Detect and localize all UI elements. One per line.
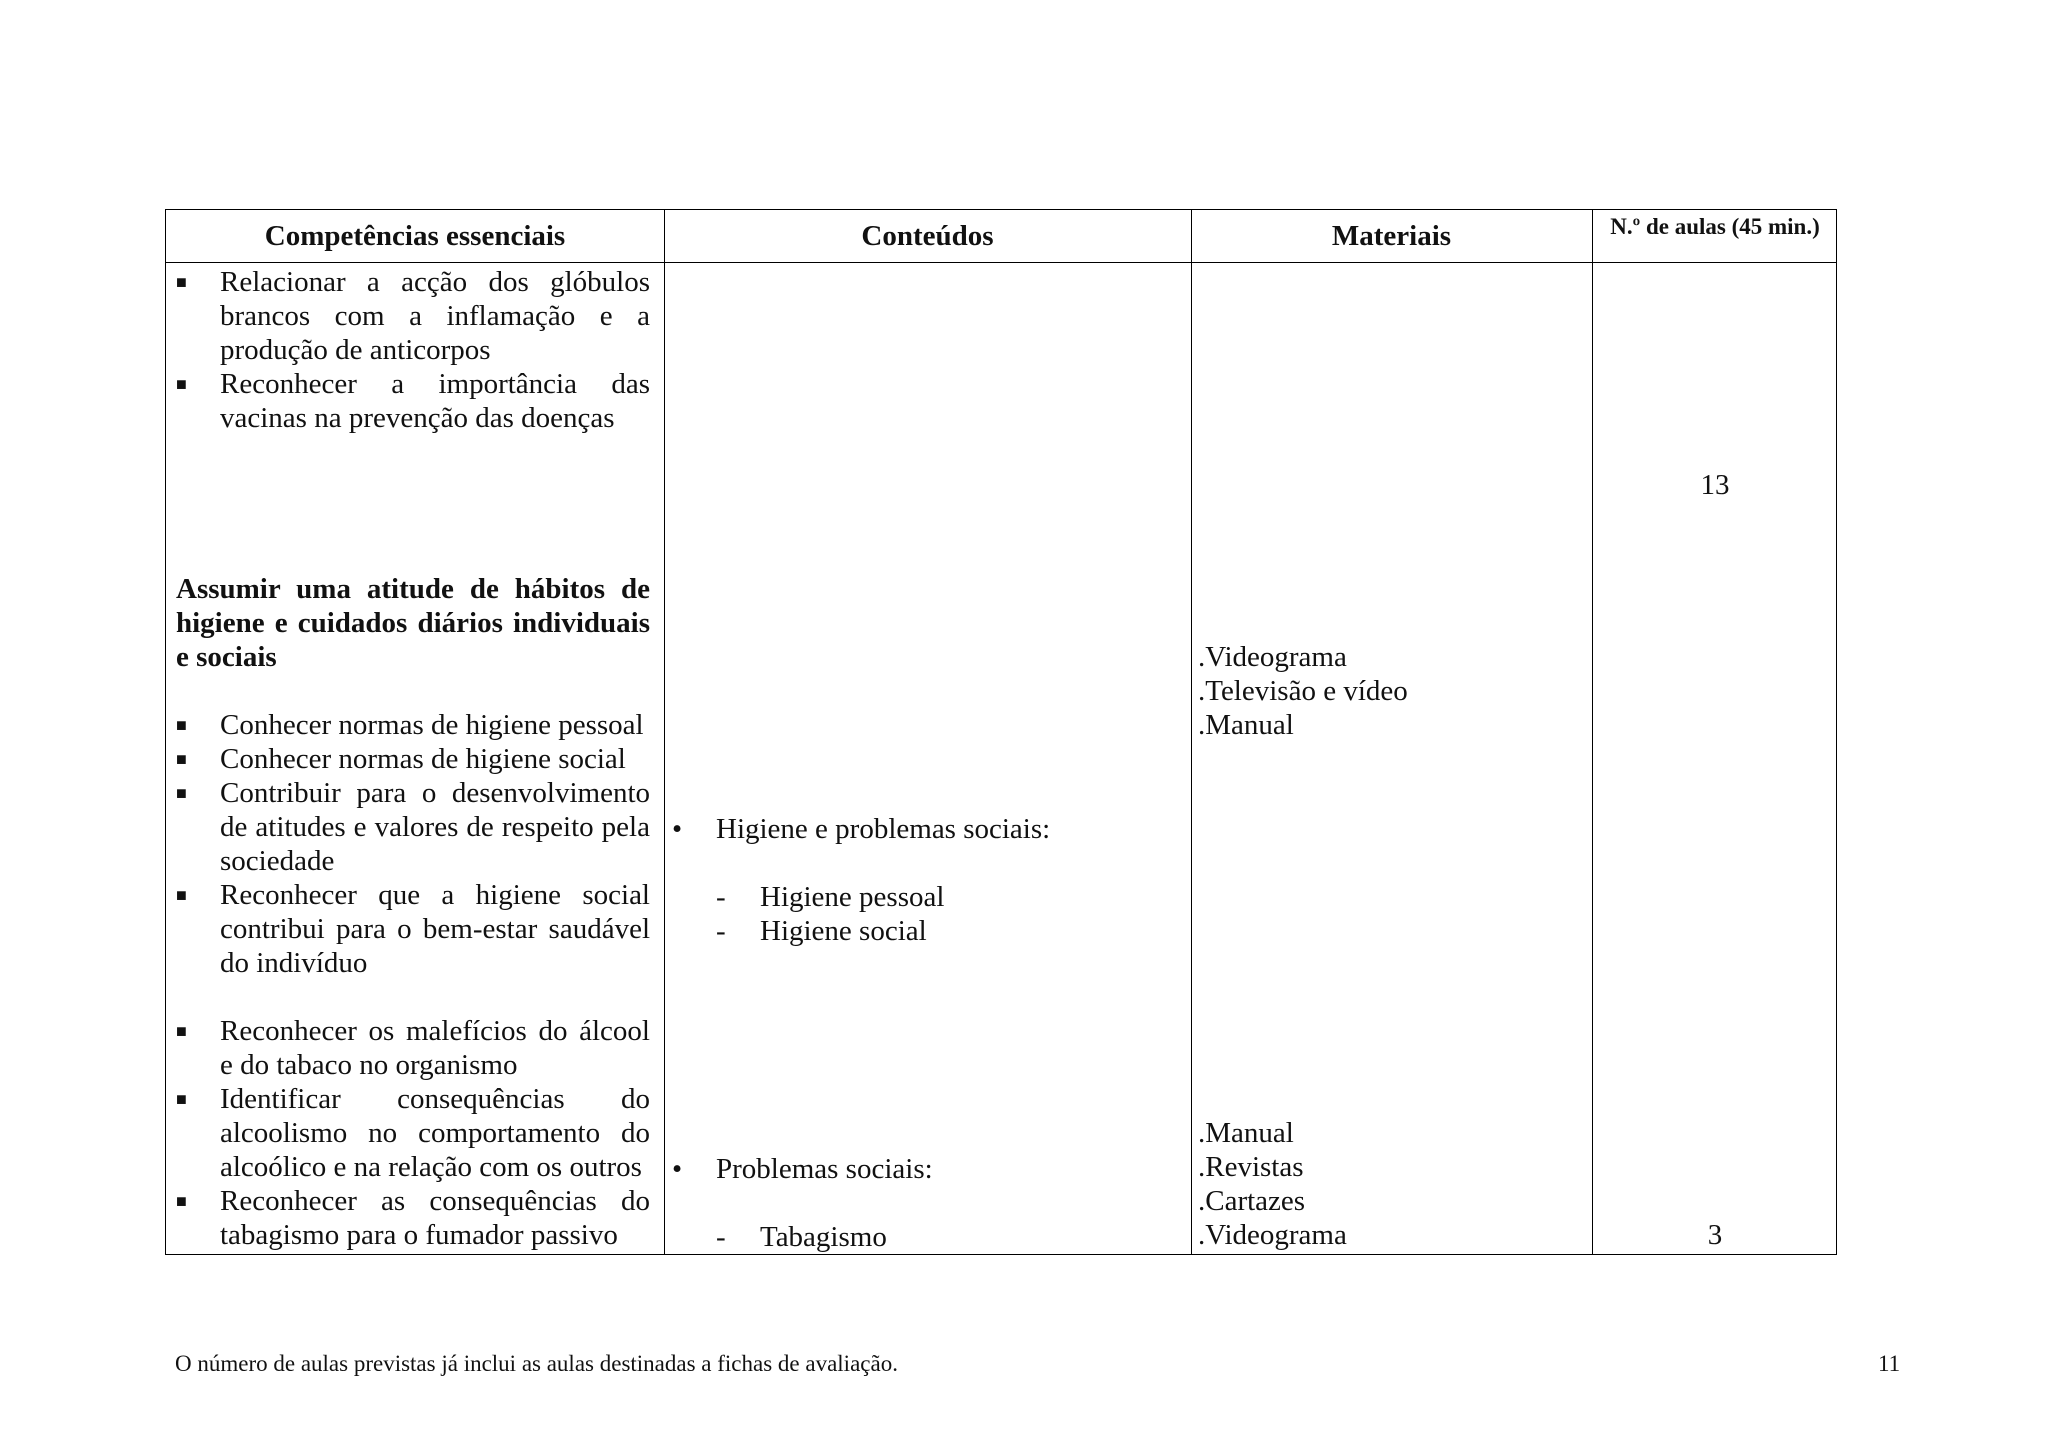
footer-note: O número de aulas previstas já inclui as aulas destinadas a fichas de avaliação. [175, 1351, 898, 1376]
header-aulas: N.º de aulas (45 min.) [1610, 214, 1820, 239]
dash-marker: - [716, 1221, 726, 1253]
material-item: .Videograma [1198, 641, 1347, 673]
round-bullet-icon: • [672, 1153, 683, 1185]
square-bullet-icon: ■ [176, 374, 187, 394]
competency-item: ■ Reconhecer a importância das vacinas na prevenção das doenças [176, 368, 650, 434]
square-bullet-icon: ■ [176, 272, 187, 292]
content-topic: • Problemas sociais: [672, 1153, 933, 1185]
competency-item: ■ Relacionar a acção dos glóbulos brancos com a inflamação e a produção de anticorpos [176, 266, 650, 366]
material-item: .Revistas [1198, 1151, 1304, 1183]
lesson-plan-table [165, 209, 1837, 1255]
square-bullet-icon: ■ [176, 1089, 187, 1109]
header-divider [166, 262, 1836, 263]
square-bullet-icon: ■ [176, 1191, 187, 1211]
column-divider [664, 210, 665, 1254]
dash-marker: - [716, 915, 726, 947]
content-subitem: - Tabagismo [716, 1221, 887, 1253]
competency-item: ■ Reconhecer os malefícios do álcool e do tabaco no organismo [176, 1015, 650, 1081]
content-topic: • Higiene e problemas sociais: [672, 813, 1051, 845]
square-bullet-icon: ■ [176, 1021, 187, 1041]
square-bullet-icon: ■ [176, 749, 187, 769]
square-bullet-icon: ■ [176, 885, 187, 905]
material-item: .Televisão e vídeo [1198, 675, 1408, 707]
competency-item: ■ Reconhecer as consequências do tabagismo para o fumador passivo [176, 1185, 650, 1251]
square-bullet-icon: ■ [176, 783, 187, 803]
competency-item: ■ Conhecer normas de higiene pessoal [176, 709, 644, 741]
content-subitem: - Higiene social [716, 915, 927, 947]
competency-item: ■ Identificar consequências do alcoolismo no comportamento do alcoólico e na relação com os outros [176, 1083, 650, 1183]
competency-item: ■ Conhecer normas de higiene social [176, 743, 626, 775]
material-item: .Manual [1198, 709, 1294, 741]
header-competencias: Competências essenciais [264, 219, 566, 252]
material-item: .Cartazes [1198, 1185, 1306, 1217]
competency-heading: Assumir uma atitude de hábitos de higiene e cuidados diários individuais e sociais [176, 573, 650, 673]
content-subitem: - Higiene pessoal [716, 881, 945, 913]
material-item: .Manual [1198, 1117, 1294, 1149]
header-conteudos: Conteúdos [861, 219, 994, 252]
header-materiais: Materiais [1331, 219, 1452, 252]
column-divider [1191, 210, 1192, 1254]
lesson-count: 13 [1700, 469, 1730, 501]
lesson-count: 3 [1707, 1219, 1723, 1251]
competency-item: ■ Reconhecer que a higiene social contribui para o bem-estar saudável do indivíduo [176, 879, 650, 979]
square-bullet-icon: ■ [176, 715, 187, 735]
round-bullet-icon: • [672, 813, 683, 845]
dash-marker: - [716, 881, 726, 913]
competency-item: ■ Contribuir para o desenvolvimento de atitudes e valores de respeito pela sociedade [176, 777, 650, 877]
column-divider [1592, 210, 1593, 1254]
page-number: 11 [1878, 1351, 1901, 1376]
material-item: .Videograma [1198, 1219, 1347, 1251]
